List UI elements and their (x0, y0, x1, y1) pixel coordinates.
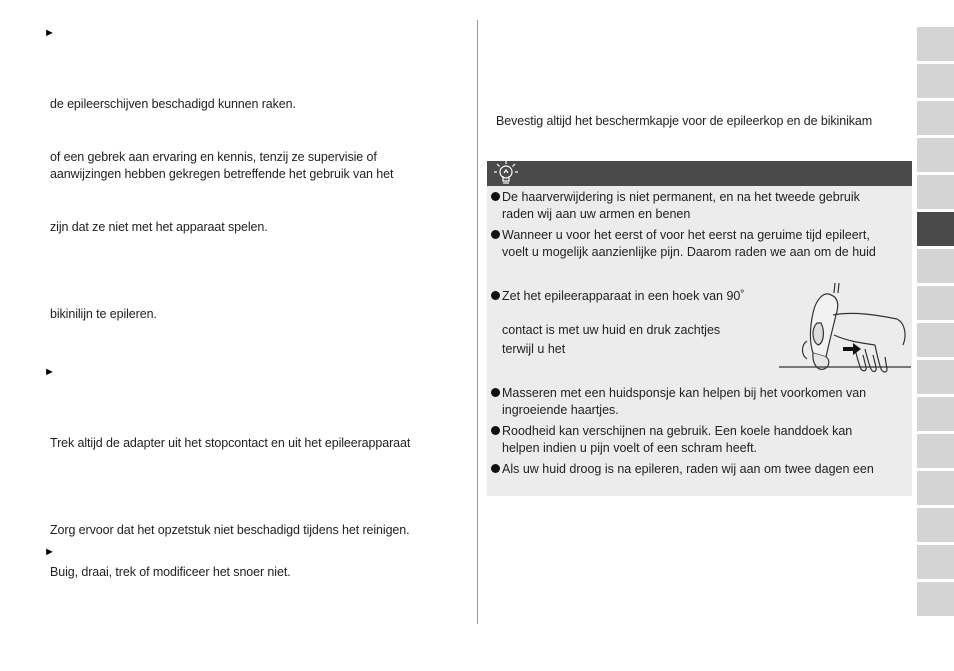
section-tab[interactable] (917, 249, 954, 283)
tip-item: Masseren met een huidsponsje kan helpen bij het voorkomen van (491, 385, 866, 402)
body-text: Zorg ervoor dat het opzetstuk niet beschadigd tijdens het reinigen. (50, 523, 410, 537)
tips-header-bar (487, 161, 912, 186)
body-text: zijn dat ze niet met het apparaat spelen. (50, 220, 268, 234)
tip-text: ingroeiende haartjes. (502, 403, 619, 417)
body-text: de epileerschijven beschadigd kunnen raken. (50, 97, 296, 111)
body-text: Trek altijd de adapter uit het stopcontact en uit het epileerapparaat (50, 436, 411, 450)
section-tab[interactable] (917, 471, 954, 505)
body-text: Buig, draai, trek of modificeer het snoer niet. (50, 565, 291, 579)
tip-text: voelt u mogelijk aanzienlijke pijn. Daarom raden we aan om de huid (502, 245, 876, 259)
section-tab[interactable] (917, 397, 954, 431)
tip-text: raden wij aan uw armen en benen (502, 207, 691, 221)
tips-box (487, 161, 912, 496)
section-arrow-icon: ► (44, 27, 55, 39)
section-tab[interactable] (917, 27, 954, 61)
section-tab[interactable] (917, 323, 954, 357)
lightbulb-icon (492, 159, 520, 187)
tip-item: Zet het epileerapparaat in een hoek van 90˚ (491, 288, 745, 305)
section-tab-active[interactable] (917, 212, 954, 246)
section-tab[interactable] (917, 138, 954, 172)
tip-text: contact is met uw huid en druk zachtjes (502, 323, 721, 337)
tip-text: terwijl u het (502, 342, 566, 356)
body-text: Bevestig altijd het beschermkapje voor de epileerkop en de bikinikam (496, 114, 873, 128)
section-arrow-icon: ► (44, 546, 55, 558)
tip-item: Roodheid kan verschijnen na gebruik. Een koele handdoek kan (491, 423, 852, 440)
body-text: bikinilijn te epileren. (50, 307, 157, 321)
column-divider (477, 20, 478, 624)
body-text: of een gebrek aan ervaring en kennis, tenzij ze supervisie of (50, 150, 377, 164)
section-tab[interactable] (917, 508, 954, 542)
tip-item: Wanneer u voor het eerst of voor het eerst na geruime tijd epileert, (491, 227, 870, 244)
epilator-illustration (779, 283, 911, 377)
tip-item: De haarverwijdering is niet permanent, en na het tweede gebruik (491, 189, 860, 206)
section-tab[interactable] (917, 64, 954, 98)
section-tab[interactable] (917, 101, 954, 135)
section-tabs (917, 27, 954, 619)
section-arrow-icon: ► (44, 366, 55, 378)
section-tab[interactable] (917, 545, 954, 579)
section-tab[interactable] (917, 434, 954, 468)
section-tab[interactable] (917, 286, 954, 320)
section-tab[interactable] (917, 582, 954, 616)
section-tab[interactable] (917, 360, 954, 394)
tip-item: Als uw huid droog is na epileren, raden wij aan om twee dagen een (491, 461, 874, 478)
body-text: aanwijzingen hebben gekregen betreffende het gebruik van het (50, 167, 394, 181)
section-tab[interactable] (917, 175, 954, 209)
tip-text: helpen indien u pijn voelt of een schram heeft. (502, 441, 758, 455)
